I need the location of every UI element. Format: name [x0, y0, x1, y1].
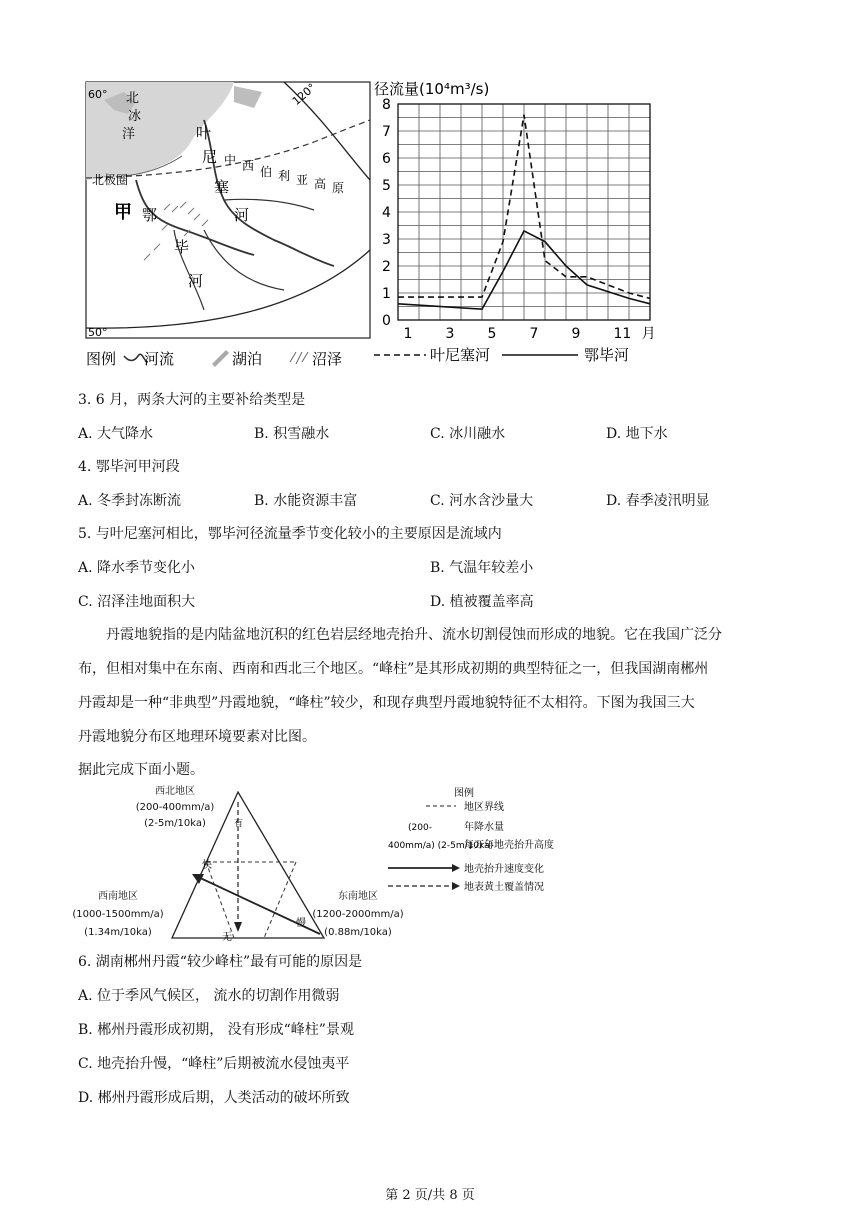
runoff-chart — [372, 76, 662, 372]
sw-rain: (1000-1500mm/a) — [72, 909, 164, 920]
ob-label-1: 鄂 — [142, 206, 158, 224]
plateau-label-3: 伯 — [260, 165, 273, 179]
map-legend-title: 图例 — [86, 350, 117, 368]
ob-label-2: 毕 — [174, 238, 190, 256]
legend-lake-label: 湖泊 — [232, 350, 263, 368]
legend-boundary: 地区界线 — [464, 802, 504, 813]
plateau-label-7: 原 — [332, 181, 345, 195]
y-tick-label: 2 — [382, 259, 391, 275]
passage-line-2: 布，但相对集中在东南、西南和西北三个地区。“峰柱”是其形成初期的典型特征之一，但我国湖南郴州 — [78, 661, 709, 677]
legend-series-0: 叶尼塞河 — [430, 346, 491, 364]
legend-uplift: 每万年地壳抬升高度 — [464, 840, 554, 851]
triangle-legend — [386, 782, 586, 894]
y-tick-label: 4 — [382, 205, 391, 221]
x-tick-label: 3 — [445, 326, 455, 342]
q5-option-c[interactable]: C. 沼泽洼地面积大 — [78, 594, 196, 610]
legend-loess: 地表黄土覆盖情况 — [464, 882, 544, 893]
nw-name: 西北地区 — [155, 786, 195, 797]
sw-region-box — [66, 888, 170, 942]
se-name: 东南地区 — [338, 891, 378, 902]
legend-speed: 地壳抬升速度变化 — [464, 864, 544, 875]
ob-label-3: 河 — [188, 272, 204, 290]
legend-river-label: 河流 — [144, 350, 175, 368]
mark-you: 有 — [234, 819, 244, 829]
page-footer: 第 2 页/共 8 页 — [385, 1188, 475, 1203]
passage-line-3: 丹霞却是一种“非典型”丹霞地貌，“峰柱”较少，和现存典型丹霞地貌特征不太相符。下图为我国三大 — [78, 695, 695, 711]
q5-option-a[interactable]: A. 降水季节变化小 — [78, 560, 196, 576]
q3-option-d[interactable]: D. 地下水 — [606, 426, 668, 442]
x-tick-label: 11 — [613, 326, 632, 342]
point-jia-label: 甲 — [114, 202, 132, 223]
se-rate: (0.88m/10ka) — [324, 927, 392, 938]
ocean-label-3: 洋 — [122, 127, 136, 142]
passage-prompt: 据此完成下面小题。 — [78, 762, 204, 778]
sw-rate: (1.34m/10ka) — [84, 927, 152, 938]
q3-option-a[interactable]: A. 大气降水 — [78, 426, 154, 442]
y-tick-label: 0 — [382, 313, 391, 329]
siberia-map — [84, 80, 374, 370]
q4-option-c[interactable]: C. 河水含沙量大 — [430, 493, 534, 509]
question-4-stem: 4. 鄂毕河甲河段 — [78, 459, 180, 475]
y-tick-label: 1 — [382, 286, 391, 302]
yenisei-label-3: 塞 — [214, 178, 230, 196]
q4-option-a[interactable]: A. 冬季封冻断流 — [78, 493, 182, 509]
y-tick-label: 8 — [382, 97, 391, 113]
q6-option-b[interactable]: B. 郴州丹霞形成初期， 没有形成“峰柱”景观 — [78, 1022, 354, 1038]
q5-option-b[interactable]: B. 气温年较差小 — [430, 560, 534, 576]
q6-option-c[interactable]: C. 地壳抬升慢，“峰柱”后期被流水侵蚀夷平 — [78, 1056, 350, 1072]
question-5-stem: 5. 与叶尼塞河相比，鄂毕河径流量季节变化较小的主要原因是流域内 — [78, 526, 502, 542]
plateau-label-6: 高 — [314, 177, 327, 191]
question-3-stem: 3. 6 月，两条大河的主要补给类型是 — [78, 392, 306, 408]
q3-option-c[interactable]: C. 冰川融水 — [430, 426, 506, 442]
nw-region-box — [120, 784, 230, 832]
x-tick-label: 5 — [487, 326, 497, 342]
swamp-legend-icon — [290, 352, 308, 364]
legend-sample-rain: (200- — [408, 823, 432, 833]
plateau-label-5: 亚 — [296, 173, 309, 187]
mark-kuai: 快 — [202, 860, 212, 871]
x-tick-label: 1 — [403, 326, 413, 342]
passage — [78, 618, 790, 754]
q4-option-b[interactable]: B. 水能资源丰富 — [254, 493, 358, 509]
tri-legend-title: 图例 — [454, 788, 474, 799]
yenisei-label-2: 尼 — [202, 148, 218, 166]
passage-line-4: 丹霞地貌分布区地理环境要素对比图。 — [78, 729, 316, 745]
plateau-label-4: 利 — [278, 169, 291, 183]
x-tick-label: 7 — [529, 326, 539, 342]
legend-sample-rate: 400mm/a) (2-5m/10ka) — [388, 841, 494, 851]
legend-series-1: 鄂毕河 — [584, 346, 630, 364]
mark-man: 慢 — [296, 918, 306, 929]
lat-60-label: 60° — [88, 88, 108, 101]
legend-swamp-label: 沼泽 — [312, 350, 343, 368]
q5-option-d[interactable]: D. 植被覆盖率高 — [430, 594, 534, 610]
nw-rain: (200-400mm/a) — [135, 802, 215, 813]
q4-option-d[interactable]: D. 春季凌汛明显 — [606, 493, 710, 509]
arctic-circle-label: 北极圈 — [92, 173, 129, 187]
y-tick-label: 5 — [382, 178, 391, 194]
x-axis-label: 月 — [641, 326, 656, 342]
yenisei-label-1: 叶 — [196, 124, 212, 142]
q3-option-b[interactable]: B. 积雪融水 — [254, 426, 330, 442]
legend-rain: 年降水量 — [464, 822, 504, 833]
q6-option-d[interactable]: D. 郴州丹霞形成后期，人类活动的破坏所致 — [78, 1090, 350, 1106]
se-rain: (1200-2000mm/a) — [312, 909, 404, 920]
x-tick-label: 9 — [571, 326, 581, 342]
lat-50-label: 50° — [88, 326, 108, 339]
y-tick-label: 6 — [382, 151, 391, 167]
plateau-label-2: 西 — [242, 159, 255, 173]
y-tick-label: 3 — [382, 232, 391, 248]
q6-option-a[interactable]: A. 位于季风气候区， 流水的切割作用微弱 — [78, 988, 340, 1004]
ocean-label-1: 北 — [126, 91, 140, 106]
question-6-stem: 6. 湖南郴州丹霞“较少峰柱”最有可能的原因是 — [78, 954, 363, 970]
se-region-box — [306, 888, 410, 942]
passage-line-1: 丹霞地貌指的是内陆盆地沉积的红色岩层经地壳抬升、流水切割侵蚀而形成的地貌。它在我国广泛分 — [106, 627, 722, 643]
ocean-label-2: 冰 — [128, 109, 142, 124]
lake-legend-icon — [212, 350, 229, 367]
y-tick-label: 7 — [382, 124, 391, 140]
plateau-label-1: 中 — [224, 153, 237, 167]
yenisei-label-4: 河 — [234, 206, 250, 224]
sw-name: 西南地区 — [98, 891, 138, 902]
nw-rate: (2-5m/10ka) — [144, 818, 206, 829]
mark-wu: 无 — [222, 932, 232, 942]
chart-ylabel: 径流量(10⁴m³/s) — [374, 80, 490, 98]
lon-120-label: 120° — [289, 80, 319, 108]
